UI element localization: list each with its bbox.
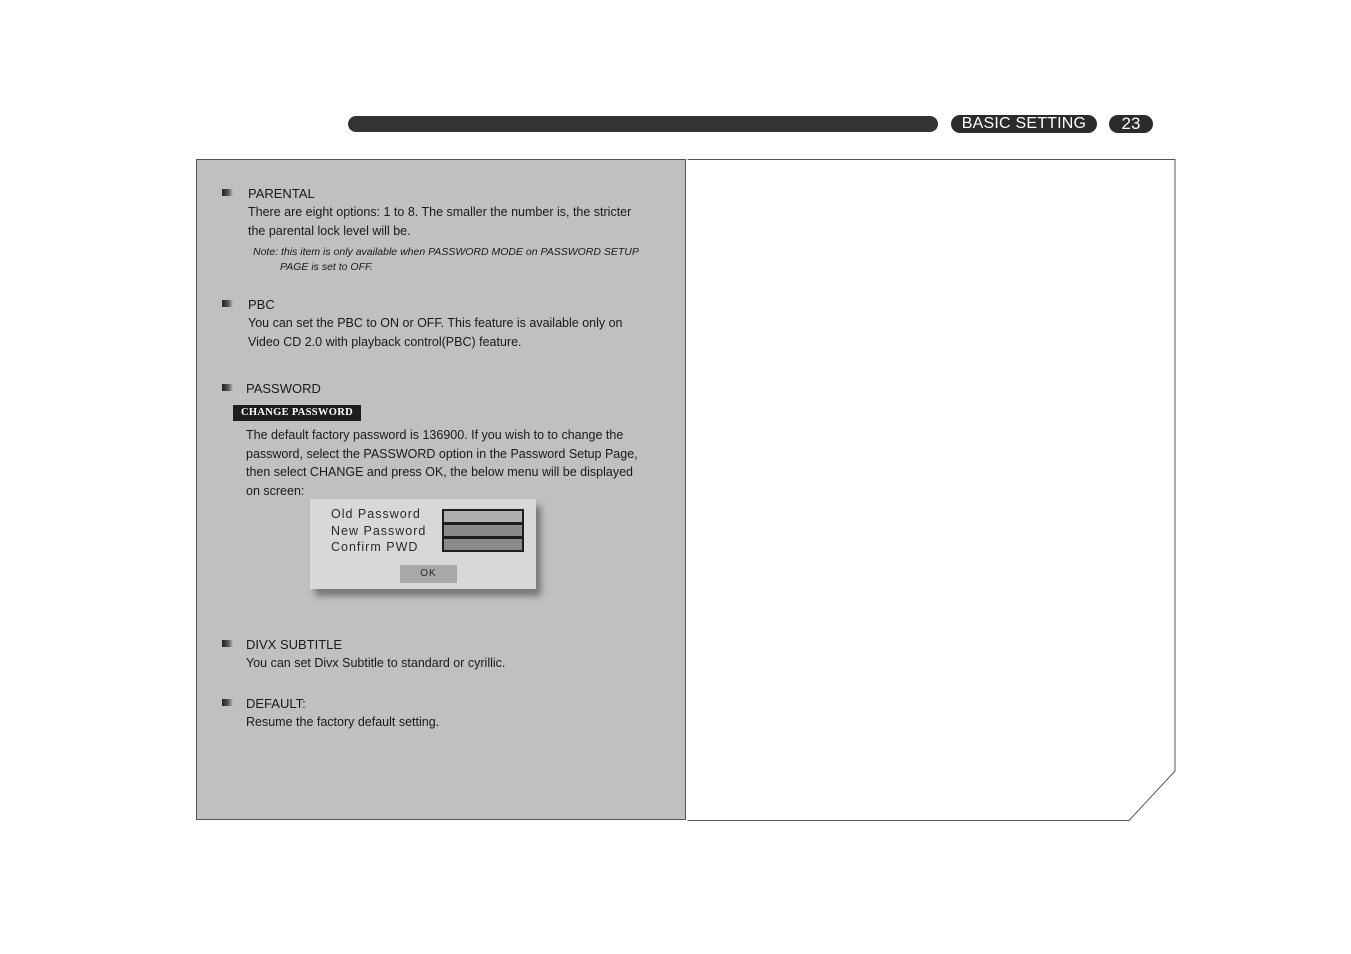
old-password-field[interactable] <box>444 511 522 522</box>
header-bar <box>348 116 938 132</box>
default-heading: DEFAULT: <box>246 696 306 711</box>
password-heading: PASSWORD <box>246 381 321 396</box>
password-line-2: password, select the PASSWORD option in the Password Setup Page, <box>246 446 638 461</box>
bullet-icon <box>222 640 234 647</box>
password-line-4: on screen: <box>246 484 305 499</box>
pbc-heading: PBC <box>248 297 275 312</box>
parental-line-2: the parental lock level will be. <box>248 223 411 238</box>
parental-description <box>248 203 631 240</box>
pbc-line-2: Video CD 2.0 with playback control(PBC) feature. <box>248 334 522 349</box>
change-password-dialog <box>310 499 536 589</box>
password-line-1: The default factory password is 136900. If you wish to to change the <box>246 428 624 442</box>
ok-button[interactable]: OK <box>400 565 457 583</box>
new-password-field[interactable] <box>444 525 522 536</box>
bullet-icon <box>222 384 234 391</box>
divx-heading: DIVX SUBTITLE <box>246 637 343 652</box>
password-fields-group <box>442 509 524 552</box>
password-description <box>246 426 638 501</box>
new-password-label: New Password <box>331 524 427 538</box>
page-number: 23 <box>1109 115 1153 133</box>
default-description: Resume the factory default setting. <box>246 715 440 729</box>
divx-description: You can set Divx Subtitle to standard or cyrillic. <box>246 656 506 670</box>
bullet-icon <box>222 699 234 706</box>
parental-line-1: There are eight options: 1 to 8. The smaller the number is, the stricter <box>248 205 632 219</box>
change-password-tag: CHANGE PASSWORD <box>233 405 361 421</box>
confirm-pwd-label: Confirm PWD <box>331 540 419 554</box>
confirm-pwd-field[interactable] <box>444 539 522 550</box>
parental-note <box>253 245 639 275</box>
pbc-description <box>248 314 623 351</box>
bullet-icon <box>222 189 234 196</box>
note-line-1: Note: this item is only available when PASSWORD MODE on PASSWORD SETUP <box>253 246 639 258</box>
blank-panel <box>687 159 1176 821</box>
section-title: BASIC SETTING <box>951 115 1097 133</box>
bullet-icon <box>222 300 234 307</box>
old-password-label: Old Password <box>331 507 421 521</box>
pbc-line-1: You can set the PBC to ON or OFF. This feature is available only on <box>248 316 623 330</box>
note-line-2: PAGE is set to OFF. <box>280 261 373 273</box>
panel-outline <box>687 159 1176 821</box>
parental-heading: PARENTAL <box>248 186 315 201</box>
password-line-3: then select CHANGE and press OK, the below menu will be displayed <box>246 465 633 480</box>
